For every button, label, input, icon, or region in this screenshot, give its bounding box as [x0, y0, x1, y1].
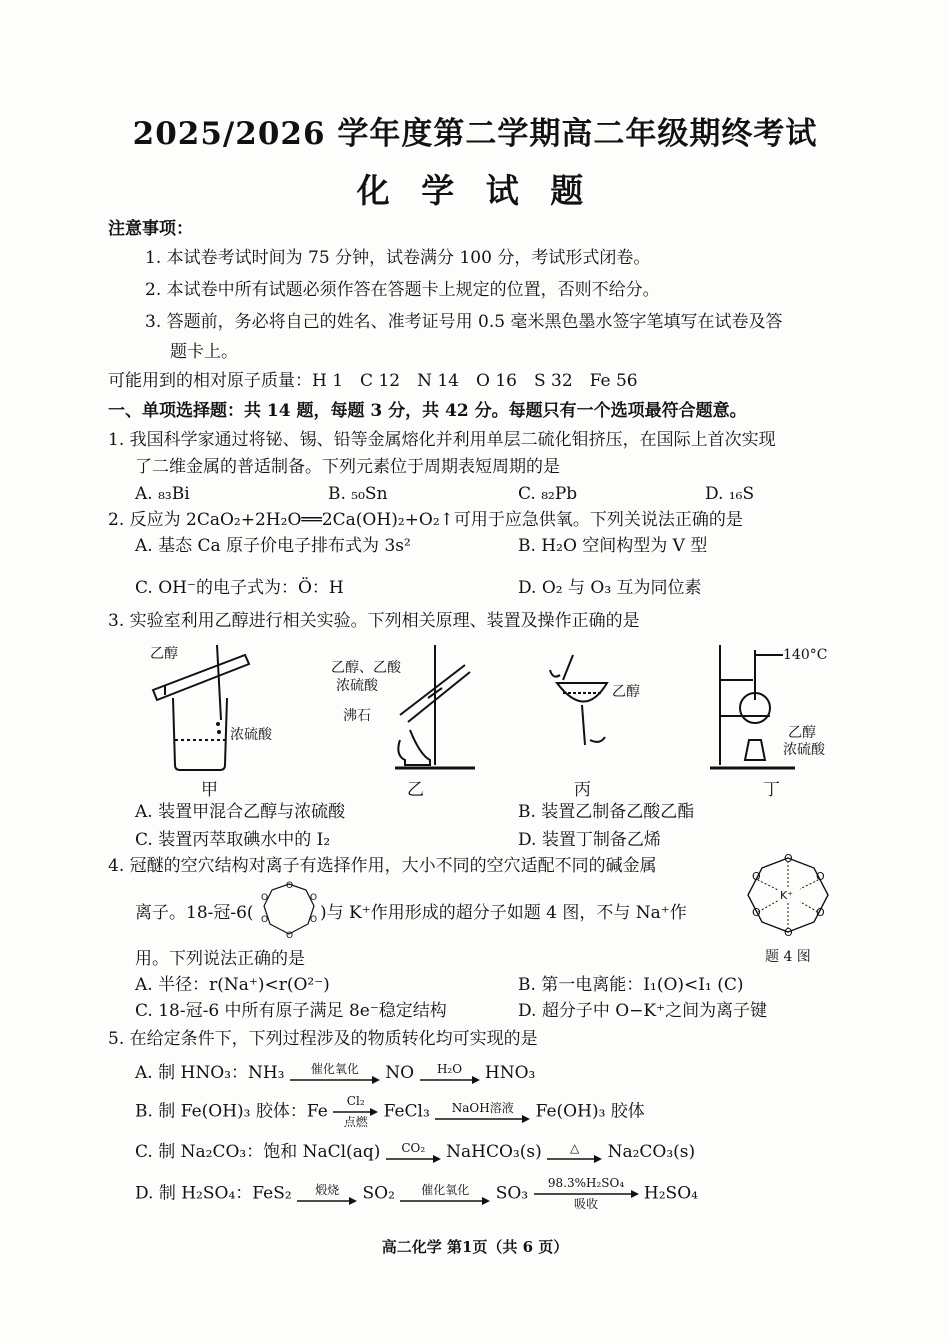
svg-text:O: O: [752, 906, 761, 919]
yi-reagents-label-2: 浓硫酸: [336, 678, 378, 694]
q3-option-d: D. 装置丁制备乙烯: [518, 830, 661, 850]
q4-option-d: D. 超分子中 O−K⁺之间为离子键: [518, 1001, 768, 1021]
svg-text:O: O: [261, 893, 269, 903]
q3-stem: 3. 实验室利用乙醇进行相关实验。下列相关原理、装置及操作正确的是: [108, 611, 640, 631]
q4-figure-caption: 题 4 图: [765, 949, 811, 965]
ding-temp-label: 140°C: [783, 647, 828, 663]
q3-option-b: B. 装置乙制备乙酸乙酯: [518, 802, 695, 822]
bing-caption: 丙: [574, 780, 591, 800]
svg-text:O: O: [286, 931, 294, 940]
notice-item-2: 2. 本试卷中所有试题必须作答在答题卡上规定的位置，否则不给分。: [145, 280, 660, 300]
q5-option-d: D. 制 H₂SO₄：FeS₂ 煅烧 SO₂ 催化氧化 SO₃ 98.3%H₂SO₄ 吸收 H₂SO₄: [135, 1176, 698, 1211]
svg-text:O: O: [261, 915, 269, 925]
page-footer: 高二化学 第1页（共 6 页）: [381, 1238, 569, 1256]
atomic-masses: 可能用到的相对原子质量：H 1 C 12 N 14 O 16 S 32 Fe 56: [108, 371, 638, 391]
section-heading: 一、单项选择题：共 14 题，每题 3 分，共 42 分。每题只有一个选项最符合题意。: [108, 401, 747, 421]
q2-option-a: A. 基态 Ca 原子价电子排布式为 3s²: [135, 536, 411, 556]
yi-reagents-label-1: 乙醇、乙酸: [331, 660, 401, 676]
q1-option-d: D. ₁₆S: [705, 484, 755, 504]
q4-option-b: B. 第一电离能：I₁(O)<I₁ (C): [518, 975, 744, 995]
q5-option-a: A. 制 HNO₃：NH₃ 催化氧化 NO H₂O HNO₃: [135, 1062, 536, 1083]
svg-text:O: O: [816, 870, 825, 883]
jia-caption: 甲: [201, 780, 218, 800]
q5-stem: 5. 在给定条件下，下列过程涉及的物质转化均可实现的是: [108, 1029, 538, 1049]
k-ion-label: K⁺: [780, 889, 794, 902]
svg-text:O: O: [816, 906, 825, 919]
q2-option-d: D. O₂ 与 O₃ 互为同位素: [518, 578, 702, 598]
q5-option-b: B. 制 Fe(OH)₃ 胶体：Fe Cl₂ 点燃 FeCl₃ NaOH溶液 Fe(OH)₃ 胶体: [135, 1094, 645, 1129]
q1-option-c: C. ₈₂Pb: [518, 484, 578, 504]
q3-option-a: A. 装置甲混合乙醇与浓硫酸: [135, 802, 346, 822]
ding-acid-label: 浓硫酸: [783, 742, 825, 758]
q2-option-c: C. OH⁻的电子式为：Ö：H: [135, 578, 344, 598]
jia-acid-label: 浓硫酸: [230, 727, 272, 743]
bing-ethanol-label: 乙醇: [612, 684, 640, 700]
notice-item-3-cont: 题卡上。: [170, 342, 238, 362]
apparatus-bing-figure: [545, 645, 625, 760]
q4-stem-line2a: 离子。18-冠-6(: [135, 903, 254, 923]
q2-option-b: B. H₂O 空间构型为 V 型: [518, 536, 708, 556]
svg-text:O: O: [310, 915, 318, 925]
q4-stem-line1: 4. 冠醚的空穴结构对离子有选择作用，大小不同的空穴适配不同的碱金属: [108, 856, 657, 876]
svg-text:O: O: [784, 852, 793, 865]
q5-option-c: C. 制 Na₂CO₃：饱和 NaCl(aq) CO₂ NaHCO₃(s) △ Na₂CO₃(s): [135, 1141, 696, 1162]
yi-caption: 乙: [407, 780, 424, 800]
svg-text:O: O: [752, 870, 761, 883]
q1-option-b: B. ₅₀Sn: [328, 484, 388, 504]
q4-option-a: A. 半径：r(Na⁺)<r(O²⁻): [135, 975, 330, 995]
jia-ethanol-label: 乙醇: [150, 646, 178, 662]
ding-caption: 丁: [763, 780, 780, 800]
q4-stem-line2b: )与 K⁺作用形成的超分子如题 4 图，不与 Na⁺作: [320, 903, 687, 923]
ding-ethanol-label: 乙醇: [788, 725, 816, 741]
q4-stem-line3: 用。下列说法正确的是: [135, 949, 305, 969]
svg-text:O: O: [784, 926, 793, 939]
crown-ether-structure: [258, 878, 320, 940]
q1-stem-line2: 了二维金属的普适制备。下列元素位于周期表短周期的是: [135, 457, 560, 477]
q2-stem: 2. 反应为 2CaO₂+2H₂O══2Ca(OH)₂+O₂↑可用于应急供氧。下列关说法正确的是: [108, 510, 743, 530]
notice-item-3: 3. 答题前，务必将自己的姓名、准考证号用 0.5 毫米黑色墨水签字笔填写在试卷及答: [145, 312, 783, 332]
svg-text:O: O: [310, 893, 318, 903]
notice-item-1: 1. 本试卷考试时间为 75 分钟，试卷满分 100 分，考试形式闭卷。: [145, 248, 651, 268]
q1-stem-line1: 1. 我国科学家通过将铋、锡、铅等金属熔化并利用单层二硫化钼挤压，在国际上首次实现: [108, 430, 776, 450]
q4-option-c: C. 18-冠-6 中所有原子满足 8e⁻稳定结构: [135, 1001, 447, 1021]
q1-option-a: A. ₈₃Bi: [135, 484, 190, 504]
subject-title: 化 学 试 题: [356, 171, 594, 210]
svg-text:O: O: [286, 881, 294, 891]
q4-figure-supramolecule: [738, 850, 838, 940]
exam-title: 2025/2026 学年度第二学期高二年级期终考试: [132, 116, 818, 152]
q3-option-c: C. 装置丙萃取碘水中的 I₂: [135, 830, 331, 850]
yi-stone-label: 沸石: [343, 708, 371, 724]
notice-heading: 注意事项：: [108, 219, 193, 239]
